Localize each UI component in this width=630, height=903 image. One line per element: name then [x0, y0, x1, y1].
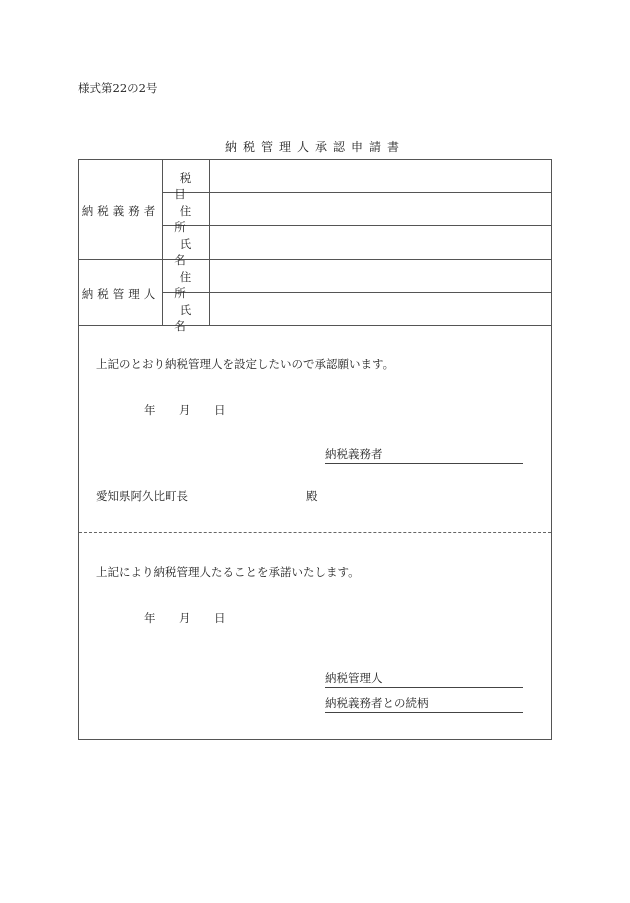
manager-signature-line[interactable]	[325, 670, 523, 688]
acceptance-date-month: 月	[179, 611, 191, 625]
acceptance-date-day: 日	[214, 611, 226, 625]
taxpayer-address-label: 住所	[174, 204, 203, 234]
relation-line[interactable]	[325, 695, 523, 713]
application-date-day: 日	[214, 403, 226, 417]
manager-signature-label: 納税管理人	[325, 671, 383, 685]
taxpayer-signature-label: 納税義務者	[325, 447, 383, 461]
section-divider	[79, 532, 551, 533]
taxpayer-name-label: 氏名	[174, 237, 203, 267]
application-date-month: 月	[179, 403, 191, 417]
tax-item-label: 税目	[174, 171, 203, 201]
acceptance-date-year: 年	[144, 611, 156, 625]
acceptance-statement: 上記により納税管理人たることを承諾いたします。	[96, 565, 360, 579]
form-title: 納税管理人承認申請書	[224, 140, 405, 154]
taxpayer-signature-line[interactable]	[325, 446, 523, 464]
taxpayer-group-label: 納税義務者	[81, 204, 160, 218]
addressee: 愛知県阿久比町長	[96, 489, 188, 503]
honorific: 殿	[306, 489, 318, 503]
application-statement: 上記のとおり納税管理人を設定したいので承認願います。	[96, 357, 395, 371]
manager-address-label: 住所	[174, 270, 203, 300]
application-form-table	[78, 159, 552, 740]
application-date-year: 年	[144, 403, 156, 417]
relation-label: 納税義務者との続柄	[325, 696, 429, 710]
manager-group-label: 納税管理人	[81, 287, 160, 301]
manager-name-label: 氏名	[174, 303, 203, 333]
form-number: 様式第22の2号	[78, 81, 158, 95]
